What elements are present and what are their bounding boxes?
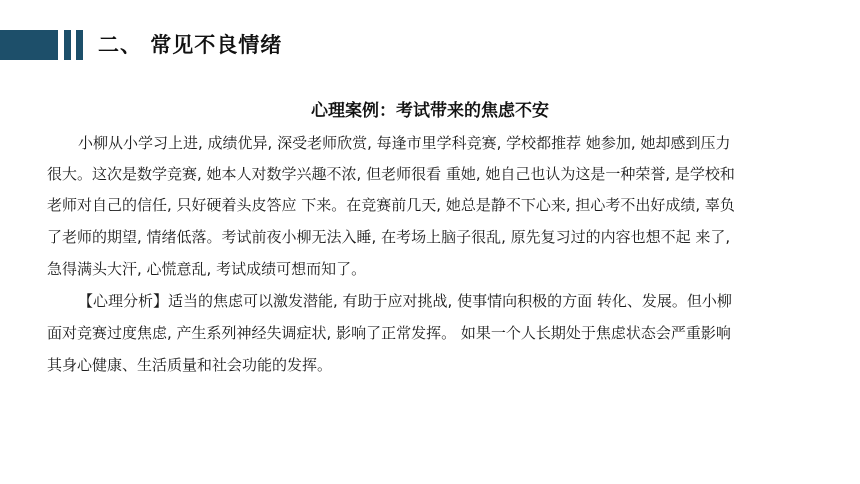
header-accent-stripe (76, 30, 83, 60)
header-accent-bar (0, 30, 58, 60)
story-line: 老师对自己的信任, 只好硬着头皮答应 下来。在竞赛前几天, 她总是静不下心来, 担心考不出好成绩, 辜负 (47, 196, 735, 214)
story-line: 很大。这次是数学竞赛, 她本人对数学兴趣不浓, 但老师很看 重她, 她自己也认为这是一种荣誉, 是学校和 (47, 165, 735, 183)
story-line: 小柳从小学习上进, 成绩优异, 深受老师欣赏, 每逢市里学科竞赛, 学校都推荐 她参加, 她却感到压力 (78, 134, 731, 152)
analysis-line: 面对竞赛过度焦虑, 产生系列神经失调症状, 影响了正常发挥。 如果一个人长期处于焦虑状态会严重影响 (47, 324, 731, 342)
case-title: 心理案例：考试带来的焦虑不安 (311, 101, 549, 121)
header-accent-stripe (64, 30, 71, 60)
section-title: 二、 常见不良情绪 (98, 33, 283, 57)
analysis-line: 其身心健康、生活质量和社会功能的发挥。 (47, 356, 333, 374)
story-line: 了老师的期望, 情绪低落。考试前夜小柳无法入睡, 在考场上脑子很乱, 原先复习过的内容也想不起 来了, (47, 228, 731, 246)
story-line: 急得满头大汗, 心慌意乱, 考试成绩可想而知了。 (47, 260, 367, 278)
analysis-line: 【心理分析】适当的焦虑可以激发潜能, 有助于应对挑战, 使事情向积极的方面 转化、发展。但小柳 (78, 292, 732, 310)
